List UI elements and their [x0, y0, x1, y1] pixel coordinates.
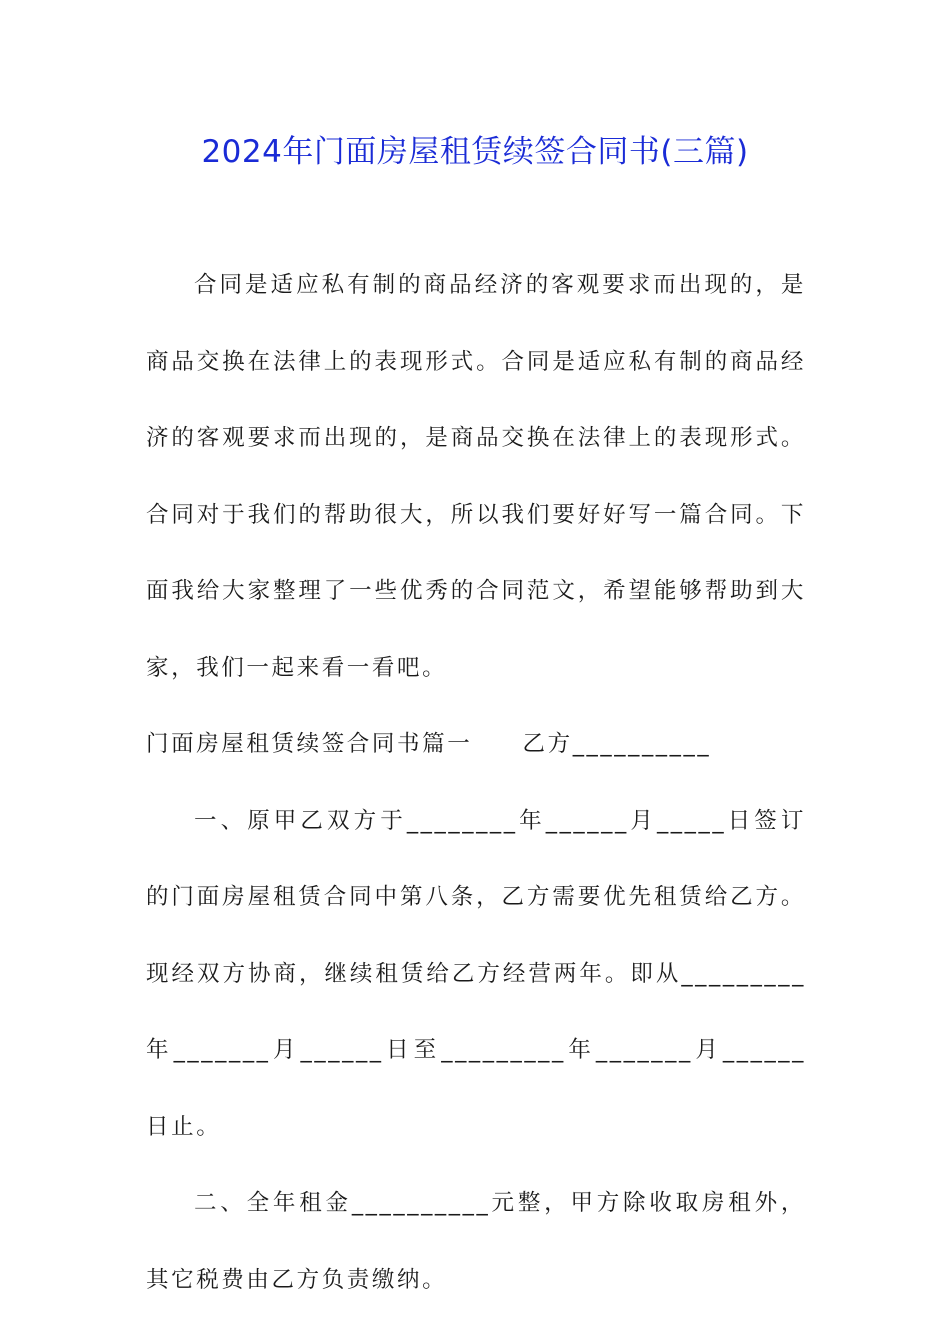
clause-two-paragraph: 二、全年租金__________元整，甲方除收取房租外，其它税费由乙方负责缴纳。 — [146, 1190, 806, 1293]
body-text — [146, 247, 806, 1318]
intro-paragraph: 合同是适应私有制的商品经济的客观要求而出现的，是商品交换在法律上的表现形式。合同是适应私有制的商品经济的客观要求而出现的，是商品交换在法律上的表现形式。合同对于我们的帮助很大，所以我们要好好写一篇合同。下面我给大家整理了一些优秀的合同范文，希望能够帮助到大家，我们一起来看一看吧。 — [146, 272, 806, 681]
document-title: 2024年门面房屋租赁续签合同书(三篇) — [201, 134, 749, 170]
section-heading: 门面房屋租赁续签合同书篇一 乙方__________ — [146, 731, 712, 757]
clause-one-paragraph: 一、原甲乙双方于________年______月_____日签订的门面房屋租赁合同中第八条，乙方需要优先租赁给乙方。现经双方协商，继续租赁给乙方经营两年。即从_________年_______月______日至_________年_______月______日止。 — [146, 807, 806, 1140]
